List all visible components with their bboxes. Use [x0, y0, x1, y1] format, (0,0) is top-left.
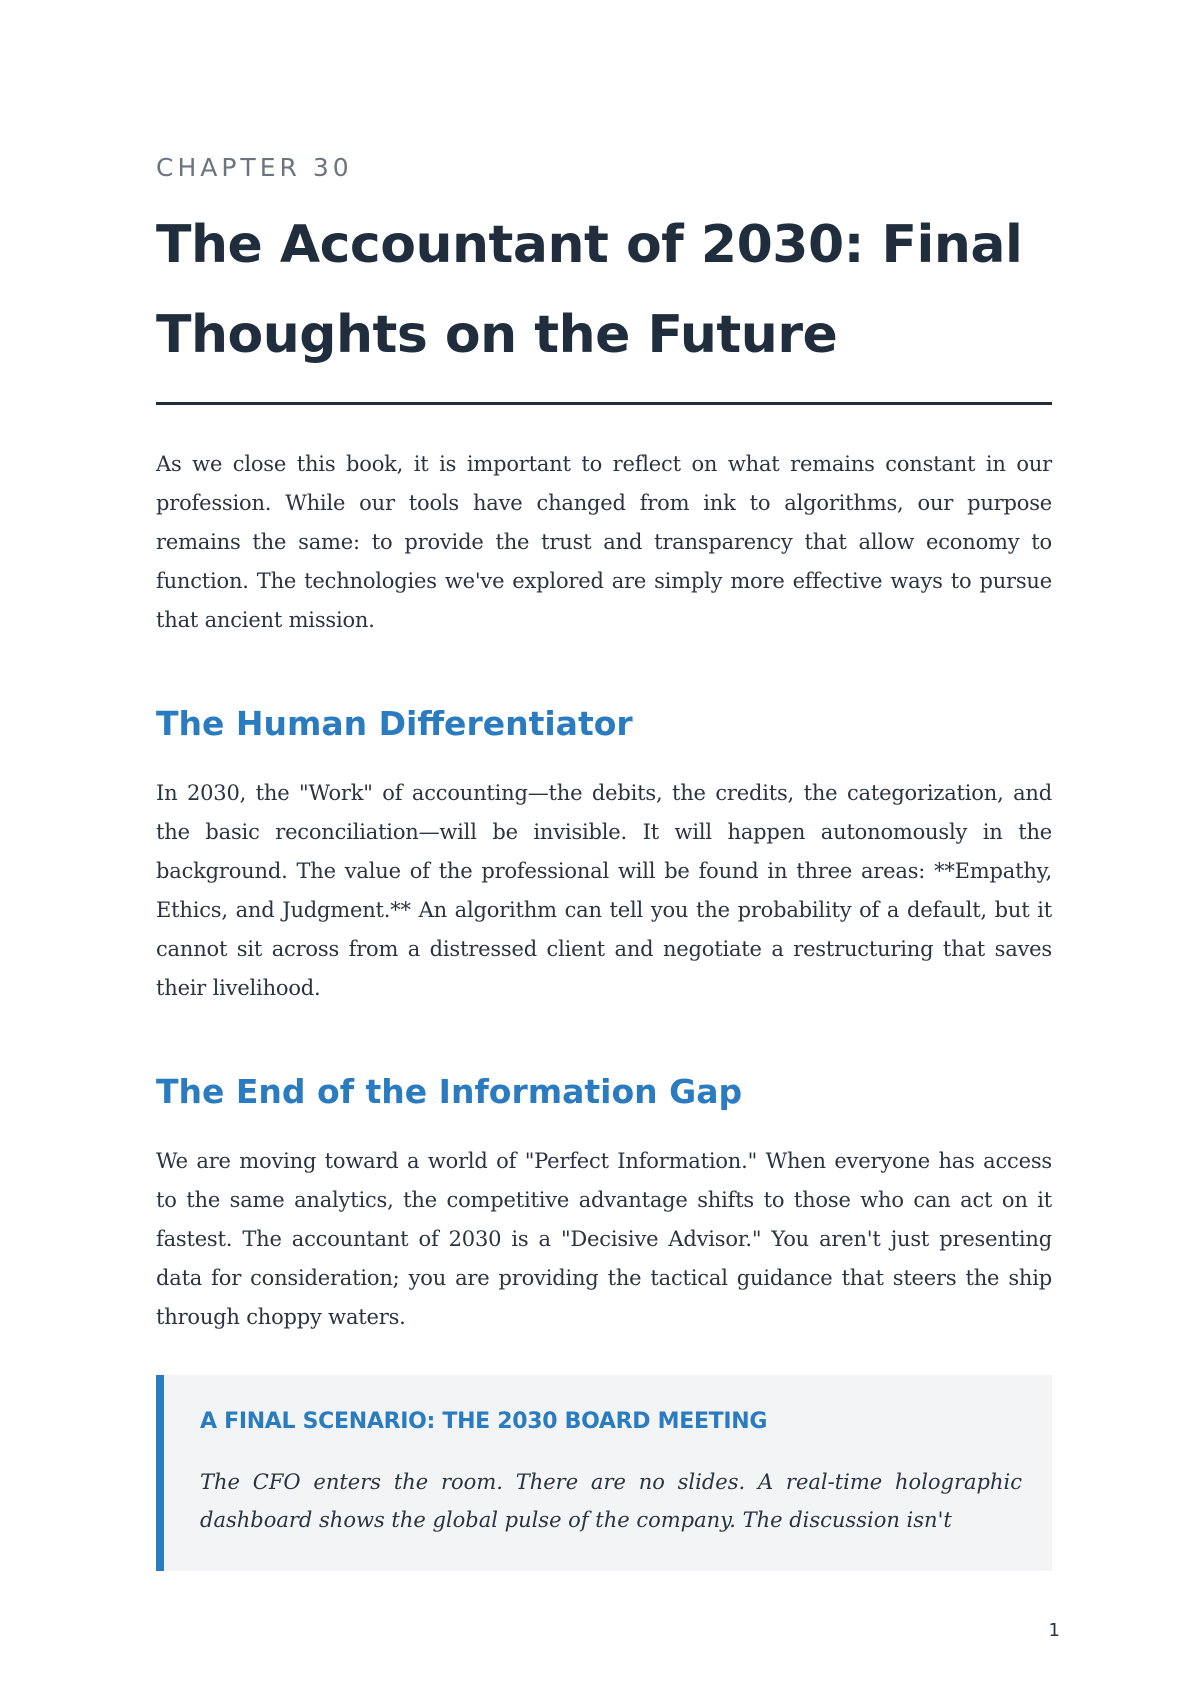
- callout-text: The CFO enters the room. There are no slides. A real-time holographic dashboard shows the global pulse of the company. The discussion isn't: [200, 1470, 1022, 1532]
- chapter-title: The Accountant of 2030: Final Thoughts on the Future: [156, 215, 1023, 365]
- page-number: 1: [1048, 1620, 1060, 1641]
- document-page: [156, 150, 1052, 1571]
- chapter-label: CHAPTER 30: [156, 153, 353, 182]
- callout-title: A FINAL SCENARIO: THE 2030 BOARD MEETING: [200, 1409, 768, 1434]
- section-paragraph-human-differentiator: In 2030, the "Work" of accounting—the debits, the credits, the categorization, and the basic reconciliation—will be invisible. It will happen autonomously in the background. The value of the professional will be found in three areas: **Empathy, Ethics, and Judgment.** An algorithm can tell you the probability of a default, but it cannot sit across from a distressed client and negotiate a restructuring that saves their livelihood.: [156, 781, 1052, 1000]
- scenario-callout: [156, 1375, 1052, 1571]
- section-paragraph-information-gap: We are moving toward a world of "Perfect Information." When everyone has access to the same analytics, the competitive advantage shifts to those who can act on it fastest. The accountant of 2030 is a "Decisive Advisor." You aren't just presenting data for consideration; you are providing the tactical guidance that steers the ship through choppy waters.: [156, 1149, 1052, 1329]
- title-divider: [156, 402, 1052, 405]
- section-heading-human-differentiator: The Human Differentiator: [156, 704, 633, 743]
- intro-paragraph: As we close this book, it is important to reflect on what remains constant in our profession. While our tools have changed from ink to algorithms, our purpose remains the same: to provide the trust and transparency that allow economy to function. The technologies we've explored are simply more effective ways to pursue that ancient mission.: [156, 452, 1052, 632]
- section-heading-information-gap: The End of the Information Gap: [156, 1072, 743, 1111]
